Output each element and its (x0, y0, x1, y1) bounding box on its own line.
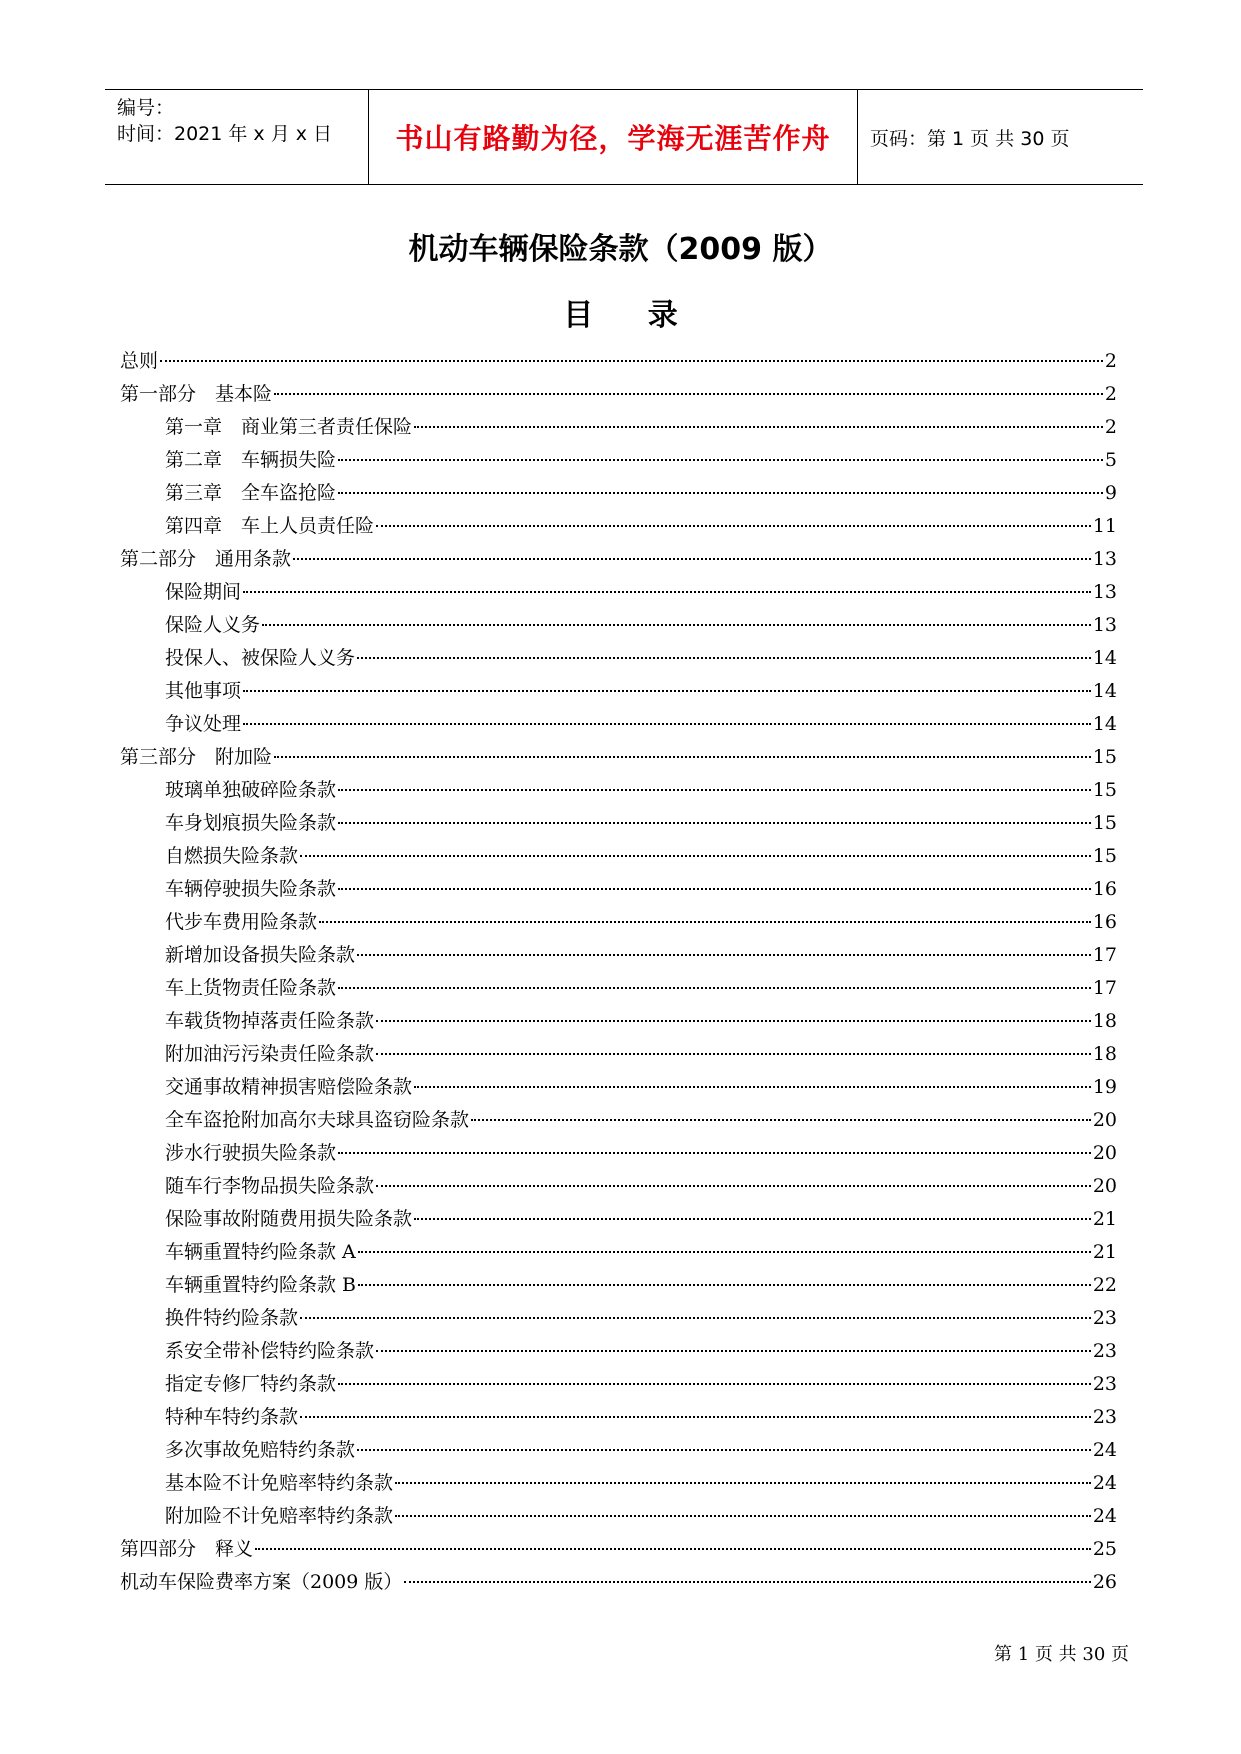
toc-entry-page: 23 (1092, 1406, 1117, 1428)
toc-entry[interactable] (120, 1038, 1117, 1071)
toc-dot-leader (255, 1548, 1091, 1550)
toc-entry-label: 自燃损失险条款 (165, 845, 299, 867)
toc-entry-label: 第四章 车上人员责任险 (165, 515, 375, 537)
toc-entry[interactable] (120, 1434, 1117, 1467)
toc-entry-label: 附加险不计免赔率特约条款 (165, 1505, 394, 1527)
toc-entry-label: 换件特约险条款 (165, 1307, 299, 1329)
toc-entry[interactable] (120, 1203, 1117, 1236)
toc-entry[interactable] (120, 1104, 1117, 1137)
toc-entry-label: 多次事故免赔特约条款 (165, 1439, 356, 1461)
toc-dot-leader (243, 690, 1091, 692)
toc-entry-label: 全车盗抢附加高尔夫球具盗窃险条款 (165, 1109, 470, 1131)
toc-entry-page: 18 (1092, 1010, 1117, 1032)
toc-dot-leader (376, 1020, 1091, 1022)
toc-entry[interactable] (120, 1302, 1117, 1335)
toc-entry-page: 20 (1092, 1175, 1117, 1197)
toc-entry-label: 投保人、被保险人义务 (165, 647, 356, 669)
toc-entry-label: 第一章 商业第三者责任保险 (165, 416, 413, 438)
toc-entry-page: 17 (1092, 944, 1117, 966)
toc-entry-label: 车载货物掉落责任险条款 (165, 1010, 375, 1032)
toc-dot-leader (376, 1350, 1091, 1352)
toc-entry-page: 15 (1092, 779, 1117, 801)
toc-entry-page: 13 (1092, 614, 1117, 636)
toc-dot-leader (300, 1317, 1091, 1319)
toc-entry-page: 23 (1092, 1373, 1117, 1395)
toc-entry-label: 总则 (120, 350, 159, 372)
toc-entry-page: 23 (1092, 1340, 1117, 1362)
toc-entry-page: 13 (1092, 581, 1117, 603)
toc-dot-leader (338, 1152, 1091, 1154)
toc-entry-page: 2 (1104, 416, 1117, 438)
toc-entry-label: 第四部分 释义 (120, 1538, 254, 1560)
toc-entry[interactable] (120, 1137, 1117, 1170)
toc-entry-page: 21 (1092, 1208, 1117, 1230)
toc-dot-leader (160, 360, 1103, 362)
toc-dot-leader (338, 888, 1091, 890)
toc-dot-leader (395, 1482, 1091, 1484)
toc-entry-page: 15 (1092, 845, 1117, 867)
header-meta (105, 90, 369, 184)
toc-entry[interactable] (120, 1401, 1117, 1434)
toc-dot-leader (357, 1449, 1091, 1451)
toc-entry-label: 附加油污污染责任险条款 (165, 1043, 375, 1065)
toc-entry[interactable] (120, 1500, 1117, 1533)
toc-entry-label: 车辆重置特约险条款 A (165, 1241, 356, 1263)
toc-entry-page: 25 (1092, 1538, 1117, 1560)
toc-dot-leader (404, 1581, 1090, 1583)
toc-entry-page: 14 (1092, 680, 1117, 702)
toc-entry-page: 20 (1092, 1109, 1117, 1131)
header-motto-cell (369, 90, 858, 184)
toc-dot-leader (414, 1218, 1091, 1220)
toc-entry[interactable] (120, 708, 1117, 741)
toc-dot-leader (262, 624, 1091, 626)
toc-dot-leader (243, 723, 1091, 725)
document-title: 机动车辆保险条款（2009 版） (408, 232, 833, 267)
toc-dot-leader (300, 1416, 1091, 1418)
toc-entry[interactable] (120, 1170, 1117, 1203)
toc-dot-leader (338, 987, 1091, 989)
toc-dot-leader (274, 756, 1091, 758)
toc-dot-leader (395, 1515, 1091, 1517)
toc-entry-page: 20 (1092, 1142, 1117, 1164)
toc-entry-label: 第三部分 附加险 (120, 746, 273, 768)
toc-entry-label: 第三章 全车盗抢险 (165, 482, 337, 504)
toc-entry[interactable] (120, 1368, 1117, 1401)
toc-entry[interactable] (120, 411, 1117, 444)
toc-dot-leader (338, 459, 1103, 461)
toc-entry-page: 14 (1092, 713, 1117, 735)
toc-dot-leader (357, 954, 1091, 956)
toc-entry-page: 18 (1092, 1043, 1117, 1065)
toc-entry-page: 24 (1092, 1472, 1117, 1494)
toc-entry[interactable] (120, 444, 1117, 477)
page-header (105, 89, 1143, 185)
toc-entry-page: 15 (1092, 746, 1117, 768)
document-number-label: 编号： (117, 97, 175, 119)
toc-entry[interactable] (120, 873, 1117, 906)
toc-entry[interactable] (120, 774, 1117, 807)
table-of-contents (120, 345, 1117, 1599)
toc-dot-leader (414, 1086, 1091, 1088)
header-page-info-cell (858, 90, 1143, 184)
toc-entry-page: 24 (1092, 1505, 1117, 1527)
toc-dot-leader (338, 822, 1091, 824)
toc-dot-leader (338, 1383, 1091, 1385)
toc-entry-label: 新增加设备损失险条款 (165, 944, 356, 966)
toc-entry-page: 11 (1092, 515, 1117, 537)
toc-entry-page: 24 (1092, 1439, 1117, 1461)
toc-entry-page: 2 (1104, 350, 1117, 372)
toc-entry-label: 车辆停驶损失险条款 (165, 878, 337, 900)
toc-entry-page: 22 (1092, 1274, 1117, 1296)
toc-entry[interactable] (120, 1566, 1117, 1599)
toc-entry[interactable] (120, 675, 1117, 708)
toc-entry-label: 第二部分 通用条款 (120, 548, 292, 570)
toc-entry-page: 14 (1092, 647, 1117, 669)
toc-entry-label: 保险人义务 (165, 614, 261, 636)
toc-entry-label: 保险期间 (165, 581, 242, 603)
toc-entry[interactable] (120, 741, 1117, 774)
toc-dot-leader (358, 1284, 1091, 1286)
toc-entry[interactable] (120, 1236, 1117, 1269)
toc-entry-label: 代步车费用险条款 (165, 911, 318, 933)
page-footer: 第 1 页 共 30 页 (994, 1644, 1129, 1665)
toc-entry[interactable] (120, 1335, 1117, 1368)
toc-entry-page: 9 (1104, 482, 1117, 504)
toc-entry-page: 23 (1092, 1307, 1117, 1329)
toc-entry[interactable] (120, 609, 1117, 642)
toc-dot-leader (357, 657, 1091, 659)
toc-dot-leader (376, 1185, 1091, 1187)
toc-entry-label: 机动车保险费率方案（2009 版） (120, 1571, 403, 1593)
toc-heading: 目 录 (563, 298, 700, 333)
toc-entry[interactable] (120, 345, 1117, 378)
toc-entry[interactable] (120, 840, 1117, 873)
toc-entry-label: 玻璃单独破碎险条款 (165, 779, 337, 801)
toc-entry-label: 车身划痕损失险条款 (165, 812, 337, 834)
toc-entry-label: 争议处理 (165, 713, 242, 735)
toc-entry-label: 其他事项 (165, 680, 242, 702)
toc-entry[interactable] (120, 807, 1117, 840)
toc-entry[interactable] (120, 939, 1117, 972)
toc-entry[interactable] (120, 378, 1117, 411)
document-time-label: 时间：2021 年 x 月 x 日 (117, 123, 333, 145)
toc-entry[interactable] (120, 543, 1117, 576)
toc-entry-page: 5 (1104, 449, 1117, 471)
toc-entry-label: 保险事故附随费用损失险条款 (165, 1208, 413, 1230)
toc-entry-page: 2 (1104, 383, 1117, 405)
toc-entry-label: 车上货物责任险条款 (165, 977, 337, 999)
toc-entry[interactable] (120, 477, 1117, 510)
toc-entry-label: 第二章 车辆损失险 (165, 449, 337, 471)
toc-entry[interactable] (120, 906, 1117, 939)
toc-entry[interactable] (120, 1071, 1117, 1104)
toc-entry-label: 基本险不计免赔率特约条款 (165, 1472, 394, 1494)
toc-entry-page: 13 (1092, 548, 1117, 570)
toc-entry[interactable] (120, 576, 1117, 609)
toc-entry-label: 系安全带补偿特约险条款 (165, 1340, 375, 1362)
toc-dot-leader (414, 426, 1103, 428)
toc-entry[interactable] (120, 1533, 1117, 1566)
toc-entry[interactable] (120, 972, 1117, 1005)
toc-entry-page: 16 (1092, 911, 1117, 933)
toc-entry-label: 特种车特约条款 (165, 1406, 299, 1428)
toc-entry[interactable] (120, 1269, 1117, 1302)
toc-entry-page: 15 (1092, 812, 1117, 834)
toc-entry-label: 指定专修厂特约条款 (165, 1373, 337, 1395)
toc-dot-leader (243, 591, 1091, 593)
toc-dot-leader (358, 1251, 1091, 1253)
toc-entry-label: 涉水行驶损失险条款 (165, 1142, 337, 1164)
toc-dot-leader (300, 855, 1091, 857)
toc-entry[interactable] (120, 642, 1117, 675)
toc-dot-leader (319, 921, 1091, 923)
toc-entry-page: 16 (1092, 878, 1117, 900)
toc-entry[interactable] (120, 1005, 1117, 1038)
toc-dot-leader (338, 789, 1091, 791)
toc-entry-page: 19 (1092, 1076, 1117, 1098)
toc-dot-leader (376, 1053, 1091, 1055)
toc-entry[interactable] (120, 510, 1117, 543)
toc-entry-page: 17 (1092, 977, 1117, 999)
toc-entry-label: 交通事故精神损害赔偿险条款 (165, 1076, 413, 1098)
toc-dot-leader (471, 1119, 1091, 1121)
toc-entry-label: 车辆重置特约险条款 B (165, 1274, 357, 1296)
toc-dot-leader (338, 492, 1103, 494)
toc-entry-label: 随车行李物品损失险条款 (165, 1175, 375, 1197)
toc-entry-page: 26 (1092, 1571, 1117, 1593)
toc-dot-leader (376, 525, 1091, 527)
header-page-info: 页码：第 1 页 共 30 页 (870, 127, 1070, 150)
toc-entry-label: 第一部分 基本险 (120, 383, 273, 405)
toc-entry[interactable] (120, 1467, 1117, 1500)
toc-dot-leader (293, 558, 1091, 560)
toc-entry-page: 21 (1092, 1241, 1117, 1263)
toc-dot-leader (274, 393, 1103, 395)
header-motto: 书山有路勤为径，学海无涯苦作舟 (395, 122, 831, 155)
